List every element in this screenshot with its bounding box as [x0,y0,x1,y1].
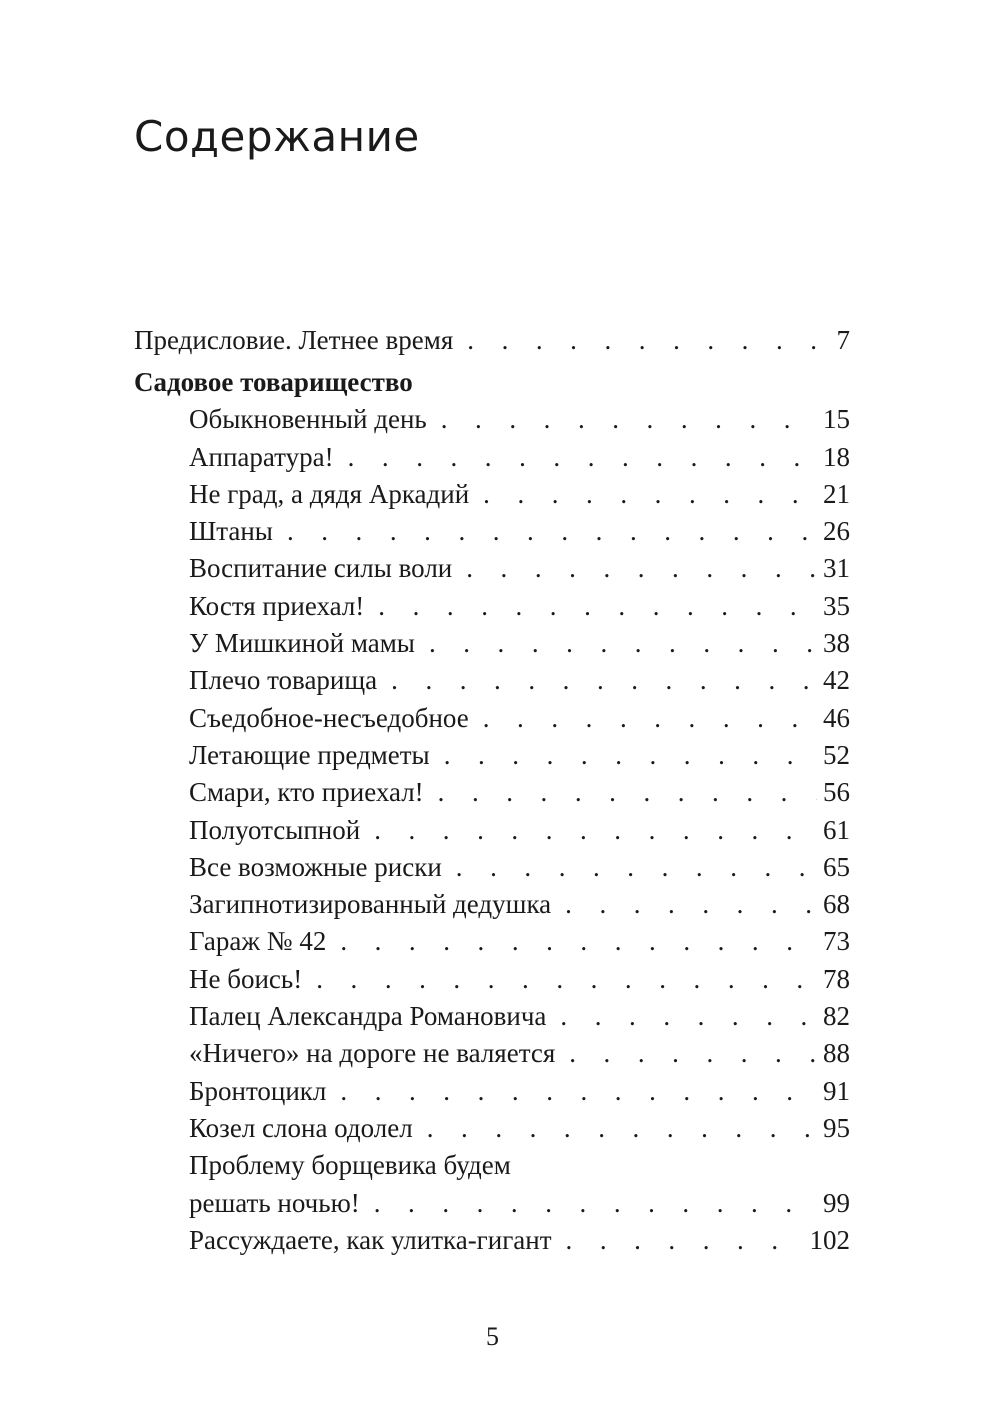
toc-entry-label: Не боись! [189,963,303,994]
toc-entry-preface[interactable] [134,320,850,360]
toc-entry[interactable] [134,476,850,513]
toc-entry-page: 95 [823,1112,850,1143]
toc-entry-page: 35 [823,590,850,621]
dot-leader [427,401,817,438]
toc-entry-page: 82 [823,1001,850,1032]
dot-leader [555,1035,817,1072]
dot-leader [326,1073,817,1110]
toc-entry-page: 15 [823,404,850,435]
toc-entry-page: 18 [823,441,850,472]
page-number: 5 [486,1322,499,1351]
dot-leader [424,774,817,811]
toc-entry-label: Обыкновенный день [189,404,427,435]
dot-leader [273,513,817,550]
dot-leader [453,320,830,360]
toc-entry-page: 38 [823,628,850,659]
dot-leader [326,923,817,960]
toc-entry[interactable] [134,774,850,811]
toc-entry-page: 65 [823,851,850,882]
toc-entry[interactable] [134,439,850,476]
toc-entry-page: 61 [823,814,850,845]
toc-entry-label: Рассуждаете, как улитка-гигант [189,1224,552,1255]
toc-entry-label: Полуотсыпной [189,814,361,845]
dot-leader [360,812,817,849]
toc-entry[interactable] [134,513,850,550]
toc-entry[interactable] [134,662,850,699]
toc-entry-label: Бронтоцикл [189,1075,327,1106]
toc-entry[interactable] [134,1073,850,1110]
toc-entry[interactable] [134,1035,850,1072]
toc-entry-wrapped-second-line[interactable] [134,1185,850,1222]
toc-entry-label: Не град, а дядя Аркадий [189,478,470,509]
toc-entry[interactable] [134,700,850,737]
toc-entry-page: 102 [809,1224,850,1255]
toc-entry-label: Загипнотизированный дедушка [189,889,552,920]
toc-entry[interactable] [134,849,850,886]
toc-entry-wrapped-first-line[interactable] [134,1147,850,1184]
dot-leader [413,1110,817,1147]
toc-entry[interactable] [134,1110,850,1147]
dot-leader [452,550,817,587]
dot-leader [430,737,817,774]
toc-entry[interactable] [134,886,850,923]
toc-entry-label: Предисловие. Летнее время [134,325,454,355]
toc-entry-page: 78 [823,963,850,994]
section-heading: Садовое товарищество [134,367,413,397]
toc-entry-page: 42 [823,665,850,696]
toc-entry-label: У Мишкиной мамы [189,628,415,659]
toc-entry[interactable] [134,923,850,960]
toc-entry-page: 31 [823,553,850,584]
toc-entry[interactable] [134,588,850,625]
dot-leader [469,476,817,513]
toc-entry-page: 73 [823,926,850,957]
toc-entry[interactable] [134,1222,850,1259]
toc-entry-label: Козел слона одолел [189,1112,413,1143]
toc-entry-page: 26 [823,516,850,547]
toc-entry-label: Воспитание силы воли [189,553,453,584]
toc-entry-label: Штаны [189,516,273,547]
dot-leader [364,588,817,625]
toc-entry-page: 88 [823,1038,850,1069]
toc-entry-label: Летающие предметы [189,739,430,770]
toc-entry-page: 52 [823,739,850,770]
toc-entry-label: Аппаратура! [189,441,334,472]
dot-leader [302,961,817,998]
toc-entry[interactable] [134,625,850,662]
toc-entry-label: Костя приехал! [189,590,365,621]
toc-entry-label: Плечо товарища [189,665,378,696]
toc-entry-page: 21 [823,478,850,509]
toc-entry-label: Проблему борщевика будем [189,1150,511,1181]
toc-entry-label: «Ничего» на дороге не валяется [189,1038,556,1069]
dot-leader [546,998,817,1035]
toc-entry-label: решать ночью! [189,1187,360,1218]
toc-entry-page: 46 [823,702,850,733]
toc-entry-page: 68 [823,889,850,920]
toc-entry[interactable] [134,401,850,438]
toc-entry-page: 56 [823,777,850,808]
dot-leader [377,662,817,699]
dot-leader [415,625,817,662]
toc-entry[interactable] [134,998,850,1035]
toc-entry-page: 91 [823,1075,850,1106]
dot-leader [551,886,817,923]
dot-leader [552,1222,804,1259]
toc-entry[interactable] [134,812,850,849]
toc-entry-label: Гараж № 42 [189,926,327,957]
dot-leader [360,1185,817,1222]
dot-leader [469,700,817,737]
dot-leader [334,439,817,476]
table-of-contents [134,320,850,1259]
toc-entry-page: 7 [836,325,850,355]
dot-leader [442,849,817,886]
toc-entry[interactable] [134,961,850,998]
page-title: Содержание [134,112,420,161]
toc-entry-page: 99 [823,1187,850,1218]
toc-entry-label: Смари, кто приехал! [189,777,424,808]
toc-entry-label: Все возможные риски [189,851,442,882]
toc-entry-label: Съедобное-несъедобное [189,702,469,733]
toc-entry[interactable] [134,550,850,587]
toc-entry[interactable] [134,737,850,774]
toc-entry-label: Палец Александра Романовича [189,1001,547,1032]
